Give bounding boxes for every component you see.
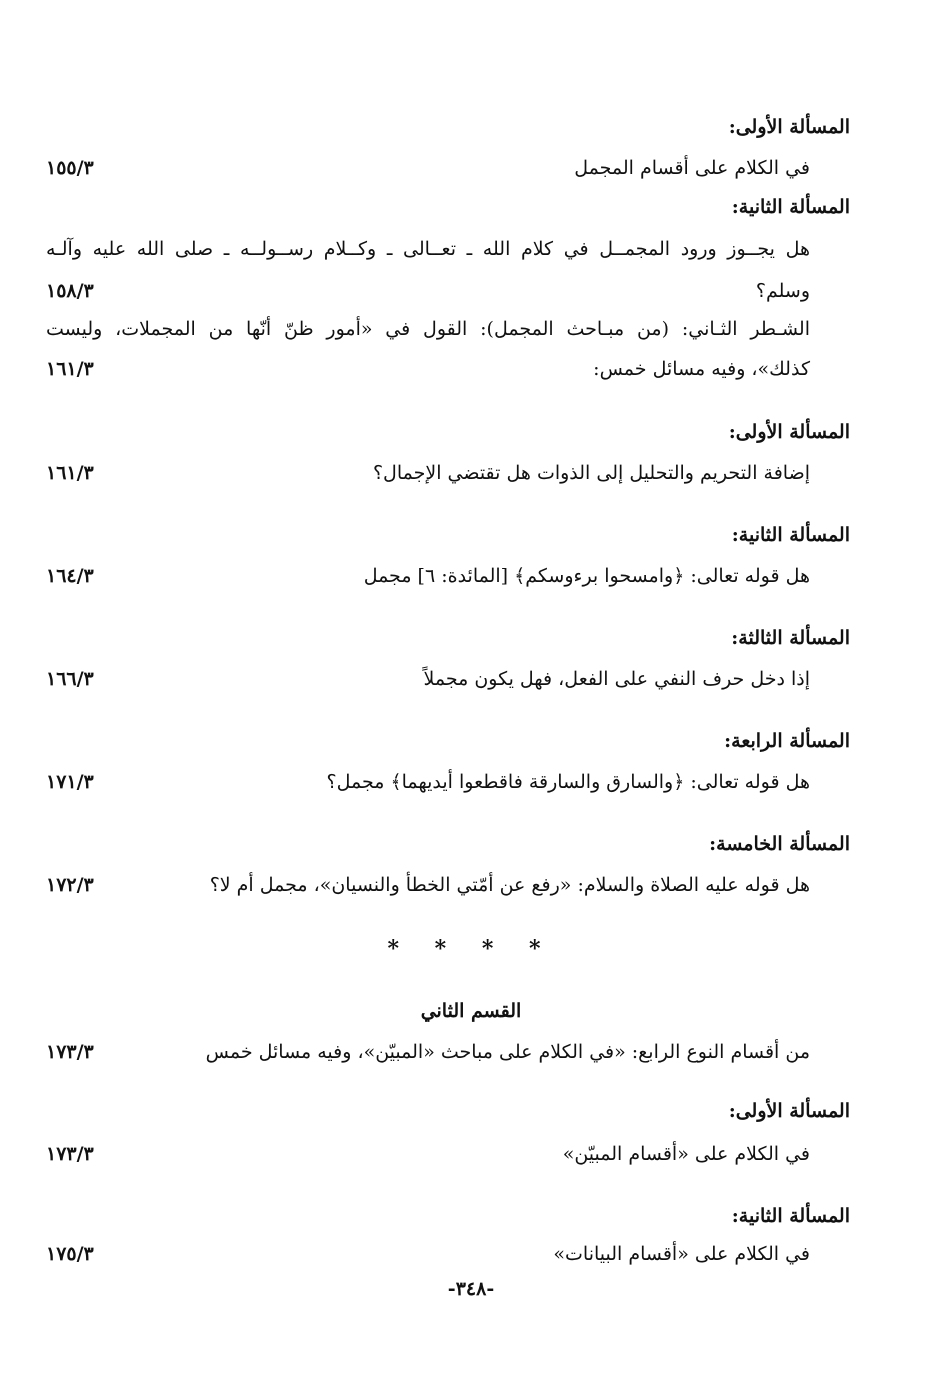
issue-text: إذا دخل حرف النفي على الفعل، فهل يكون مجملاً — [423, 668, 810, 690]
page-reference: ١٦١/٣ — [46, 462, 94, 484]
issue-heading-text: المسألة الأولى: — [728, 1100, 850, 1122]
section-intro-line — [0, 1041, 942, 1077]
page-reference: ١٧٥/٣ — [46, 1243, 94, 1265]
issue-heading — [0, 833, 942, 869]
issue-text: في الكلام على «أقسام المبيّن» — [562, 1143, 810, 1165]
issue-heading — [0, 524, 942, 560]
issue-text: هل قوله تعالى: ﴿والسارق والسارقة فاقطعوا أيديهما﴾ مجمل؟ — [326, 771, 810, 793]
issue-line — [0, 1143, 942, 1179]
issue-heading — [0, 627, 942, 663]
issue-text: في الكلام على «أقسام البيانات» — [553, 1243, 810, 1265]
issue-text-continued: كذلك»، وفيه مسائل خمس: — [593, 358, 810, 380]
page-reference: ١٥٨/٣ — [46, 280, 94, 302]
section-title: القسم الثاني — [420, 1000, 522, 1022]
page-reference: ١٧٣/٣ — [46, 1041, 94, 1063]
issue-text: إضافة التحريم والتحليل إلى الذوات هل تقتضي الإجمال؟ — [372, 462, 810, 484]
issue-text: في الكلام على أقسام المجمل — [574, 157, 810, 179]
issue-heading — [0, 196, 942, 232]
issue-heading — [0, 116, 942, 152]
issue-line — [0, 358, 942, 394]
page-reference: ١٧٣/٣ — [46, 1143, 94, 1165]
issue-heading-text: المسألة الثانية: — [731, 196, 850, 218]
page-reference: ١٧١/٣ — [46, 771, 94, 793]
separator-stars: * * * * — [387, 936, 555, 962]
page-number: -٣٤٨- — [447, 1278, 495, 1300]
page-reference: ١٦١/٣ — [46, 358, 94, 380]
issue-text: هل يجــوز ورود المجمــل في كلام الله ـ تعــالى ـ وكــلام رســولــه ـ صلى الله عليه وآلـه — [46, 238, 810, 260]
issue-line — [0, 157, 942, 193]
issue-text: هل قوله عليه الصلاة والسلام: «رفع عن أمّتي الخطأ والنسيان»، مجمل أم لا؟ — [209, 874, 810, 896]
issue-line — [0, 668, 942, 704]
issue-heading — [0, 730, 942, 766]
issue-heading-text: المسألة الرابعة: — [724, 730, 850, 752]
issue-heading-text: المسألة الخامسة: — [709, 833, 850, 855]
issue-line — [0, 462, 942, 498]
page-reference: ١٧٢/٣ — [46, 874, 94, 896]
page-reference: ١٦٦/٣ — [46, 668, 94, 690]
issue-heading — [0, 1100, 942, 1136]
section-intro-text: من أقسام النوع الرابع: «في الكلام على مباحث «المبيّن»، وفيه مسائل خمس — [205, 1041, 810, 1063]
issue-line — [0, 771, 942, 807]
issue-heading-text: المسألة الأولى: — [728, 421, 850, 443]
issue-line — [0, 1243, 942, 1279]
page-reference: ١٥٥/٣ — [46, 157, 94, 179]
issue-text: الشـطر الثـاني: (من مبـاحث المجمل): القول في «أمور ظنّ أنّها من المجملات، وليست — [46, 318, 810, 340]
issue-heading-text: المسألة الثانية: — [731, 1205, 850, 1227]
issue-heading — [0, 421, 942, 457]
issue-heading — [0, 1205, 942, 1241]
issue-heading-text: المسألة الثانية: — [731, 524, 850, 546]
issue-text: هل قوله تعالى: ﴿وامسحوا برءوسكم﴾ [المائدة: ٦] مجمل — [363, 565, 810, 587]
issue-heading-text: المسألة الأولى: — [728, 116, 850, 138]
issue-heading-text: المسألة الثالثة: — [731, 627, 850, 649]
issue-line — [0, 874, 942, 910]
issue-line — [0, 565, 942, 601]
issue-line — [0, 318, 942, 354]
issue-line — [0, 280, 942, 316]
page-reference: ١٦٤/٣ — [46, 565, 94, 587]
issue-line — [0, 238, 942, 274]
issue-text-continued: وسلم؟ — [755, 280, 810, 302]
